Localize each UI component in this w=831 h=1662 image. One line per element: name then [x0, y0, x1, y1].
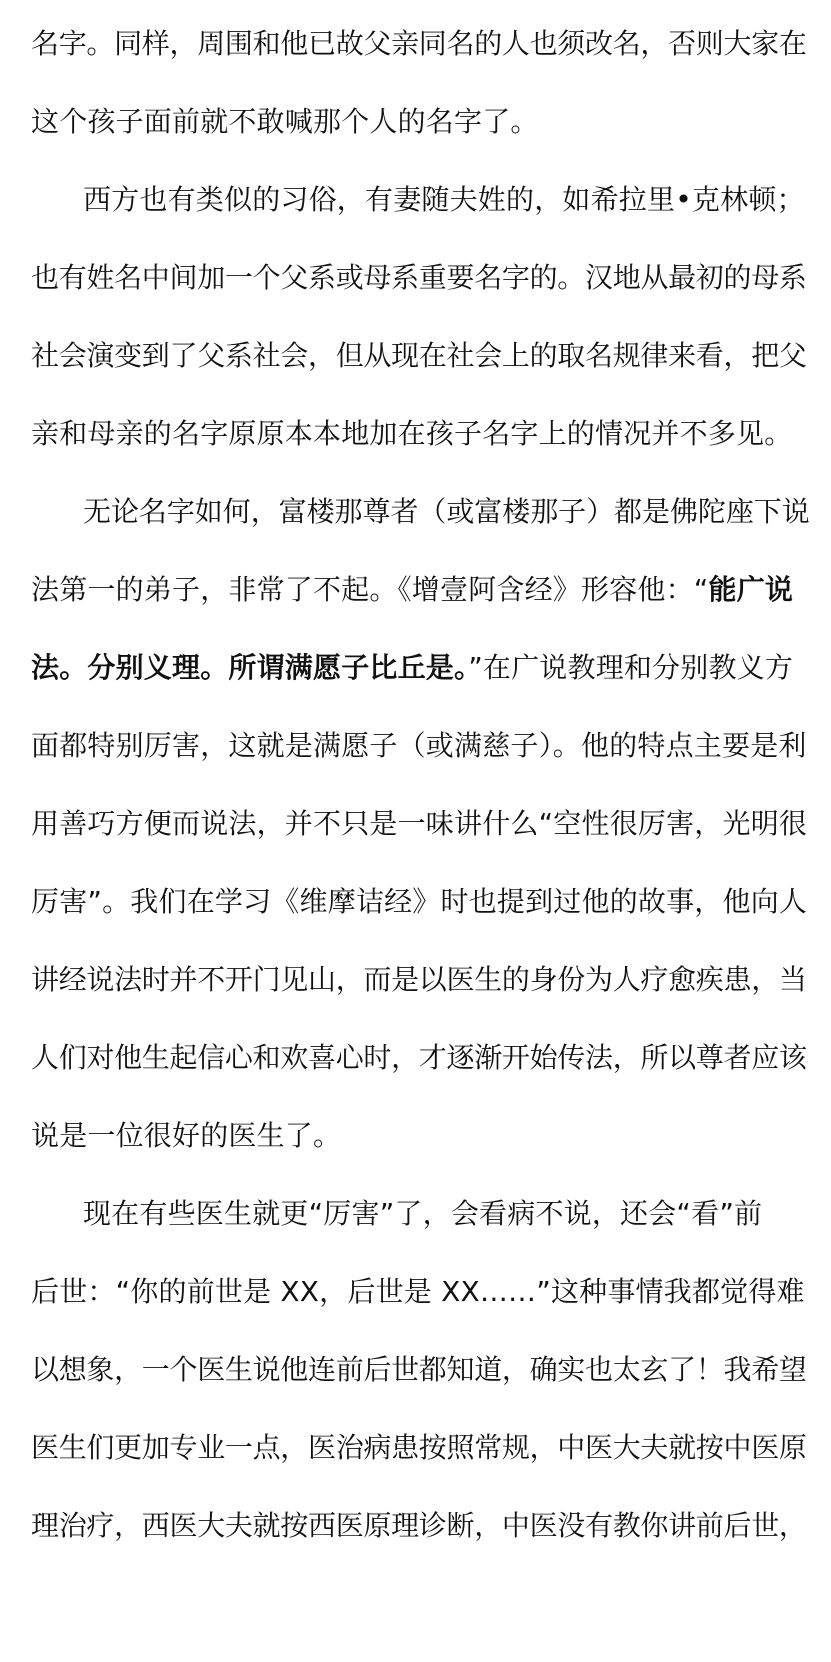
text-segment: 亲和母亲的名字原原本本地加在孩子名字上的情况并不多见。: [31, 417, 793, 450]
text-segment: 医生们更加专业一点，医治病患按照常规，中医大夫就按中医原: [31, 1431, 807, 1464]
text-segment: 面都特别厉害，这就是满愿子（或满慈子）。他的特点主要是利: [31, 729, 807, 762]
text-segment: 现在有些医生就更“厉害”了，会看病不说，还会“看”前: [83, 1197, 763, 1230]
text-line: [31, 1038, 811, 1078]
text-segment: 后世：“你的前世是 XX，后世是 XX……”这种事情我都觉得难: [31, 1275, 805, 1308]
quoted-text-bold: 法。分别义理。所谓满愿子比丘是。: [31, 651, 469, 684]
text-line: [31, 1116, 811, 1156]
text-segment: 名字。同样，周围和他已故父亲同名的人也须改名，否则大家在: [31, 27, 807, 60]
text-segment: 法第一的弟子，非常了不起。《增壹阿含经》形容他：“: [31, 573, 709, 606]
text-segment: 用善巧方便而说法，并不只是一味讲什么“空性很厉害，光明很: [31, 807, 808, 840]
text-line: [83, 492, 811, 532]
text-line: [31, 570, 811, 610]
quoted-text-bold: 能广说: [708, 573, 794, 606]
text-segment: 以想象，一个医生说他连前后世都知道，确实也太玄了！我希望: [31, 1353, 807, 1386]
text-line: [31, 648, 811, 688]
text-segment: 厉害”。我们在学习《维摩诘经》时也提到过他的故事，他向人: [31, 885, 808, 918]
text-line: [31, 1428, 811, 1468]
text-segment: 人们对他生起信心和欢喜心时，才逐渐开始传法，所以尊者应该: [31, 1041, 807, 1074]
text-line: [83, 180, 811, 220]
text-line: [31, 102, 811, 142]
text-line: [31, 726, 811, 766]
text-line: [31, 804, 811, 844]
text-segment: 社会演变到了父系社会，但从现在社会上的取名规律来看，把父: [31, 339, 807, 372]
text-line: [31, 1272, 811, 1312]
text-line: [31, 1350, 811, 1390]
text-segment: 也有姓名中间加一个父系或母系重要名字的。汉地从最初的母系: [31, 261, 807, 294]
text-line: [31, 882, 811, 922]
text-segment: 说是一位很好的医生了。: [31, 1119, 342, 1152]
text-line: [31, 24, 811, 64]
text-line: [31, 336, 811, 376]
text-line: [83, 1194, 811, 1234]
text-segment: 西方也有类似的习俗，有妻随夫姓的，如希拉里•克林顿；: [83, 183, 805, 216]
text-line: [31, 258, 811, 298]
text-segment: 无论名字如何，富楼那尊者（或富楼那子）都是佛陀座下说: [83, 495, 810, 528]
text-segment: ”在广说教理和分别教义方: [468, 651, 794, 684]
text-line: [31, 414, 811, 454]
text-segment: 这个孩子面前就不敢喊那个人的名字了。: [31, 105, 539, 138]
text-line: [31, 960, 811, 1000]
text-segment: 讲经说法时并不开门见山，而是以医生的身份为人疗愈疾患，当: [31, 963, 807, 996]
text-line: [31, 1506, 811, 1546]
text-segment: 理治疗，西医大夫就按西医原理诊断，中医没有教你讲前后世，: [31, 1509, 807, 1542]
